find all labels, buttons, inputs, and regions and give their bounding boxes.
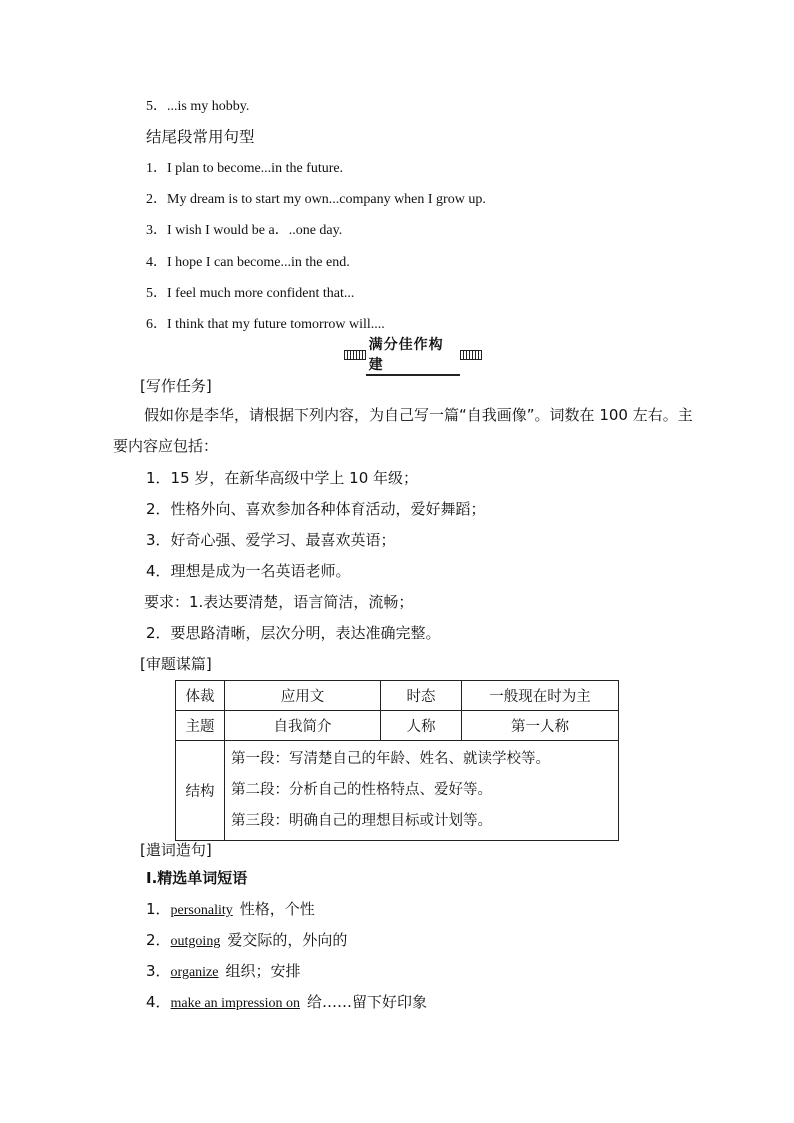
table-cell: 第一人称 xyxy=(462,711,619,741)
table-cell: 主题 xyxy=(176,711,225,741)
vocab-meaning: 爱交际的，外向的 xyxy=(227,931,348,949)
structure-line-3: 第三段：明确自己的理想目标或计划等。 xyxy=(231,813,492,829)
vocab-meaning: 性格，个性 xyxy=(239,900,315,918)
banner-right-ornament xyxy=(460,350,482,360)
requirement-2: 2．要思路清晰，层次分明，表达准确完整。 xyxy=(146,624,441,642)
table-cell: 一般现在时为主 xyxy=(462,681,619,711)
vocab-meaning: 组织；安排 xyxy=(225,962,301,980)
section-banner xyxy=(344,337,482,373)
vocab-term: personality xyxy=(170,903,233,918)
review-table xyxy=(175,680,619,841)
closing-item-5: 5．I feel much more confident that... xyxy=(146,286,355,301)
vocab-num: 4． xyxy=(146,993,171,1011)
writing-task-intro xyxy=(113,400,693,462)
task-point-4: 4．理想是成为一名英语老师。 xyxy=(146,562,351,580)
vocab-section-title: Ⅰ.精选单词短语 xyxy=(146,869,248,887)
task-point-1: 1．15 岁，在新华高级中学上 10 年级； xyxy=(146,469,419,487)
banner-left-ornament xyxy=(344,350,366,360)
writing-task-label: [写作任务] xyxy=(140,377,212,395)
task-point-3: 3．好奇心强、爱学习、最喜欢英语； xyxy=(146,531,396,549)
structure-line-1: 第一段：写清楚自己的年龄、姓名、就读学校等。 xyxy=(231,751,550,767)
vocab-item-4 xyxy=(146,992,427,1014)
table-row xyxy=(176,741,619,841)
vocab-num: 3． xyxy=(146,962,171,980)
requirement-1: 要求：1.表达要清楚，语言简洁，流畅； xyxy=(144,593,414,611)
structure-label-cell: 结构 xyxy=(176,741,225,841)
table-cell: 人称 xyxy=(381,711,462,741)
closing-item-4: 4．I hope I can become...in the end. xyxy=(146,255,350,270)
closing-item-3: 3．I wish I would be a．..one day. xyxy=(146,223,343,238)
vocab-meaning: 给……留下好印象 xyxy=(307,993,428,1011)
vocab-label: [遣词造句] xyxy=(140,841,212,859)
opening-phrase-5: 5．...is my hobby. xyxy=(146,99,250,114)
task-point-2: 2．性格外向、喜欢参加各种体育活动，爱好舞蹈； xyxy=(146,500,486,518)
review-label: [审题谋篇] xyxy=(140,655,212,673)
vocab-item-1 xyxy=(146,899,315,921)
closing-heading: 结尾段常用句型 xyxy=(146,128,255,146)
table-row xyxy=(176,681,619,711)
table-cell: 体裁 xyxy=(176,681,225,711)
vocab-term: outgoing xyxy=(170,934,221,949)
vocab-num: 1． xyxy=(146,900,171,918)
table-cell: 时态 xyxy=(381,681,462,711)
closing-item-2: 2．My dream is to start my own...company when I grow up. xyxy=(146,192,486,207)
closing-item-1: 1．I plan to become...in the future. xyxy=(146,161,344,176)
structure-cell xyxy=(225,741,619,841)
closing-item-6: 6．I think that my future tomorrow will.... xyxy=(146,317,385,332)
vocab-term: organize xyxy=(170,965,219,980)
vocab-item-2 xyxy=(146,930,347,952)
structure-line-2: 第二段：分析自己的性格特点、爱好等。 xyxy=(231,782,492,798)
table-cell: 应用文 xyxy=(225,681,381,711)
vocab-item-3 xyxy=(146,961,301,983)
banner-title: 满分佳作构建 xyxy=(366,334,461,376)
table-cell: 自我简介 xyxy=(225,711,381,741)
vocab-num: 2． xyxy=(146,931,171,949)
writing-task-intro-text: 假如你是李华，请根据下列内容，为自己写一篇“自我画像”。词数在 100 左右。主要内容应包括： xyxy=(113,406,693,455)
table-row xyxy=(176,711,619,741)
vocab-term: make an impression on xyxy=(170,996,301,1011)
